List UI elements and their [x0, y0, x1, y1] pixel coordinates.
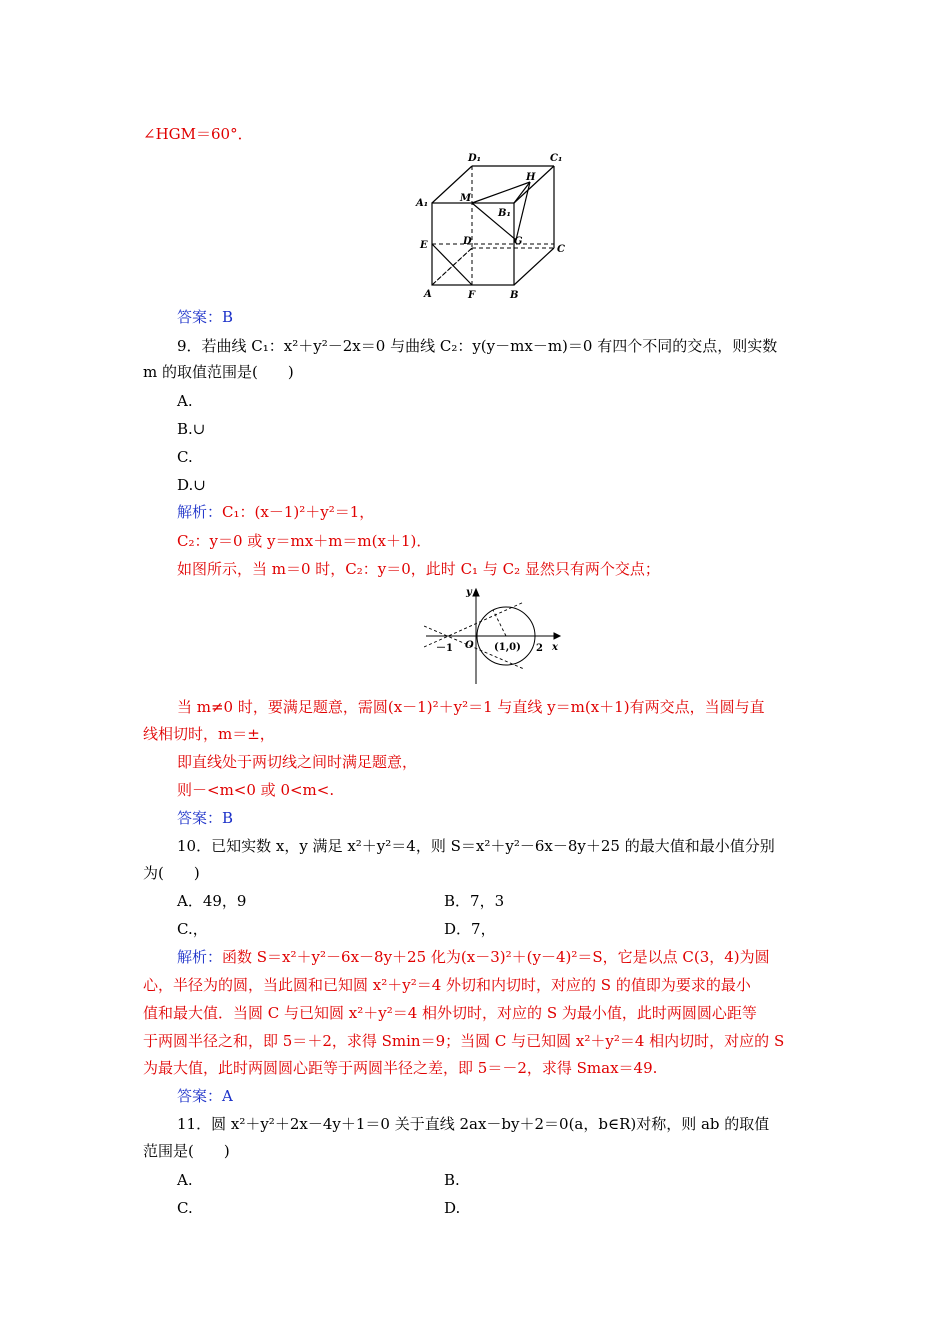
solution-9-line4: 当 m≠0 时，要满足题意，需圆(x－1)²＋y²＝1 与直线 y＝m(x＋1)有两交点，当圆与直 — [177, 698, 765, 716]
label-D: D — [463, 236, 472, 247]
solution-text: C₁：(x－1)²＋y²＝1， — [222, 503, 375, 521]
cube-figure — [410, 148, 585, 303]
center-label: (1,0) — [494, 642, 521, 653]
question-10-line1: 10．已知实数 x，y 满足 x²＋y²＝4，则 S＝x²＋y²－6x－8y＋25 的最大值和最小值分别 — [177, 837, 775, 855]
label-A1: A₁ — [416, 198, 429, 209]
solution-9-line1 — [177, 502, 374, 522]
label-C1: C₁ — [550, 153, 563, 164]
label-A: A — [424, 289, 432, 300]
question-10-option-D: D．7， — [444, 920, 496, 938]
solution-9-line2: C₂：y＝0 或 y＝mx＋m＝m(x＋1)． — [177, 532, 432, 550]
question-9-option-A: A. — [177, 392, 193, 410]
label-F: F — [468, 290, 476, 301]
solution-text: 函数 S＝x²＋y²－6x－8y＋25 化为(x－3)²＋(y－4)²＝S，它是以点 C(3，4)为圆 — [222, 948, 770, 966]
question-9-option-C: C. — [177, 448, 193, 466]
origin-label: O — [465, 640, 474, 651]
answer-9: 答案：B — [177, 809, 234, 827]
question-11-option-A: A. — [177, 1171, 193, 1189]
answer-8: 答案：B — [177, 308, 234, 326]
question-9-option-D: D.∪ — [177, 476, 206, 494]
label-H: H — [526, 172, 536, 183]
solution-label: 解析： — [177, 503, 223, 521]
solution-label: 解析： — [177, 948, 223, 966]
solution-9-line3: 如图所示，当 m＝0 时，C₂：y＝0，此时 C₁ 与 C₂ 显然只有两个交点； — [177, 560, 660, 578]
two-label: 2 — [536, 643, 543, 654]
answer-10: 答案：A — [177, 1087, 233, 1105]
label-B: B — [510, 290, 519, 301]
label-D1: D₁ — [468, 153, 482, 164]
question-10-option-C: C.， — [177, 920, 208, 938]
solution-10-line5: 为最大值，此时两圆圆心距等于两圆半径之差，即 5＝－2，求得 Smax＝49. — [143, 1059, 658, 1077]
question-10-line2: 为( ) — [143, 864, 200, 882]
neg-one-label: －1 — [436, 643, 453, 654]
question-9-option-B: B.∪ — [177, 420, 206, 438]
solution-9-line5: 线相切时，m＝±， — [143, 725, 275, 743]
solution-9-line7: 则－<m<0 或 0<m<. — [177, 781, 335, 799]
angle-result-line: ∠HGM＝60°． — [143, 125, 253, 143]
question-11-option-C: C. — [177, 1199, 193, 1217]
question-11-option-B: B. — [444, 1171, 460, 1189]
question-9-line2: m 的取值范围是( ) — [143, 363, 294, 381]
circle-graph — [424, 584, 564, 686]
y-axis-label: y — [466, 587, 472, 598]
question-10-option-B: B．7，3 — [444, 892, 505, 910]
solution-10-line2: 心，半径为的圆，当此圆和已知圆 x²＋y²＝4 外切和内切时，对应的 S 的值即为要求的最小 — [143, 976, 751, 994]
question-11-option-D: D. — [444, 1199, 461, 1217]
x-axis-label: x — [552, 642, 558, 653]
label-C: C — [557, 244, 565, 255]
solution-10-line3: 值和最大值．当圆 C 与已知圆 x²＋y²＝4 相外切时，对应的 S 为最小值，此时两圆圆心距等 — [143, 1004, 757, 1022]
question-9-line1: 9．若曲线 C₁：x²＋y²－2x＝0 与曲线 C₂：y(y－mx－m)＝0 有四个不同的交点，则实数 — [177, 337, 778, 355]
solution-9-line6: 即直线处于两切线之间时满足题意， — [177, 753, 418, 771]
label-E: E — [420, 240, 428, 251]
solution-10-line1 — [177, 947, 770, 967]
solution-10-line4: 于两圆半径之和，即 5＝＋2，求得 Smin＝9；当圆 C 与已知圆 x²＋y²＝4 相内切时，对应的 S — [143, 1032, 785, 1050]
question-11-line2: 范围是( ) — [143, 1142, 230, 1160]
question-11-line1: 11．圆 x²＋y²＋2x－4y＋1＝0 关于直线 2ax－by＋2＝0(a，b∈R)对称，则 ab 的取值 — [177, 1115, 770, 1133]
label-M: M — [460, 193, 472, 204]
label-B1: B₁ — [498, 208, 511, 219]
label-G: G — [514, 236, 523, 247]
question-10-option-A: A．49，9 — [177, 892, 247, 910]
